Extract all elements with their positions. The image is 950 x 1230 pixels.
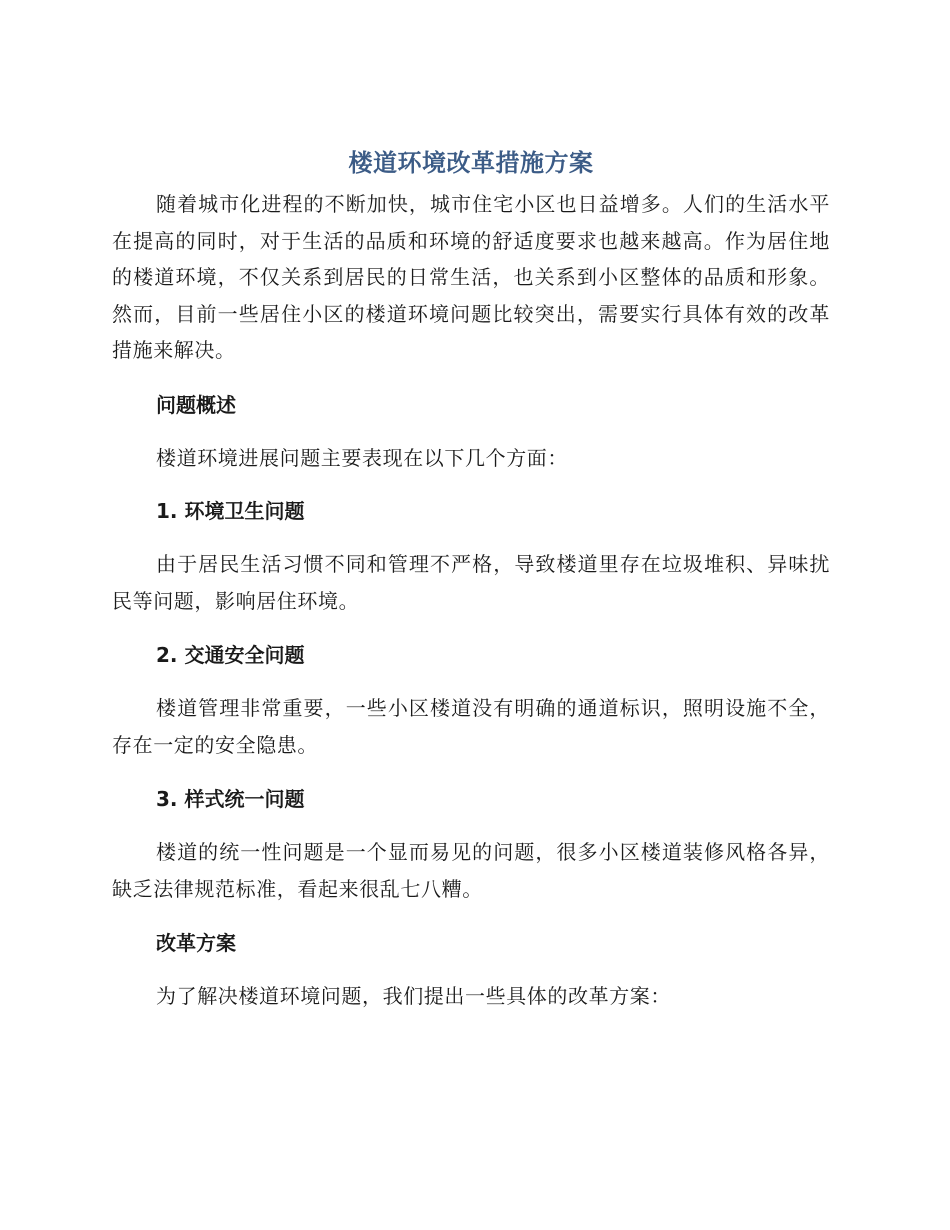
item-heading-sanitation: 1. 环境卫生问题 (156, 499, 305, 523)
style-paragraph: 楼道的统一性问题是一个显而易见的问题，很多小区楼道装修风格各异，缺乏法律规范标准，看起来很乱七八糟。 (112, 840, 830, 901)
document-page (112, 140, 830, 1015)
overview-paragraph: 楼道环境进展问题主要表现在以下几个方面： (156, 445, 568, 470)
reform-paragraph: 为了解决楼道环境问题，我们提出一些具体的改革方案： (156, 984, 671, 1008)
safety-paragraph: 楼道管理非常重要，一些小区楼道没有明确的通道标识，照明设施不全，存在一定的安全隐患。 (112, 696, 830, 757)
sanitation-paragraph: 由于居民生活习惯不同和管理不严格，导致楼道里存在垃圾堆积、异味扰民等问题，影响居住环境。 (112, 552, 830, 613)
section-heading-overview: 问题概述 (156, 392, 236, 417)
intro-paragraph: 随着城市化进程的不断加快，城市住宅小区也日益增多。人们的生活水平在提高的同时，对于生活的品质和环境的舒适度要求也越来越高。作为居住地的楼道环境，不仅关系到居民的日常生活，也关系到小区整体的品质和形象。然而，目前一些居住小区的楼道环境问题比较突出，需要实行具体有效的改革措施来解决。 (112, 192, 830, 362)
item-heading-style: 3. 样式统一问题 (156, 787, 305, 811)
document-title: 楼道环境改革措施方案 (348, 149, 594, 177)
section-heading-reform: 改革方案 (156, 931, 236, 955)
item-heading-safety: 2. 交通安全问题 (156, 643, 305, 667)
